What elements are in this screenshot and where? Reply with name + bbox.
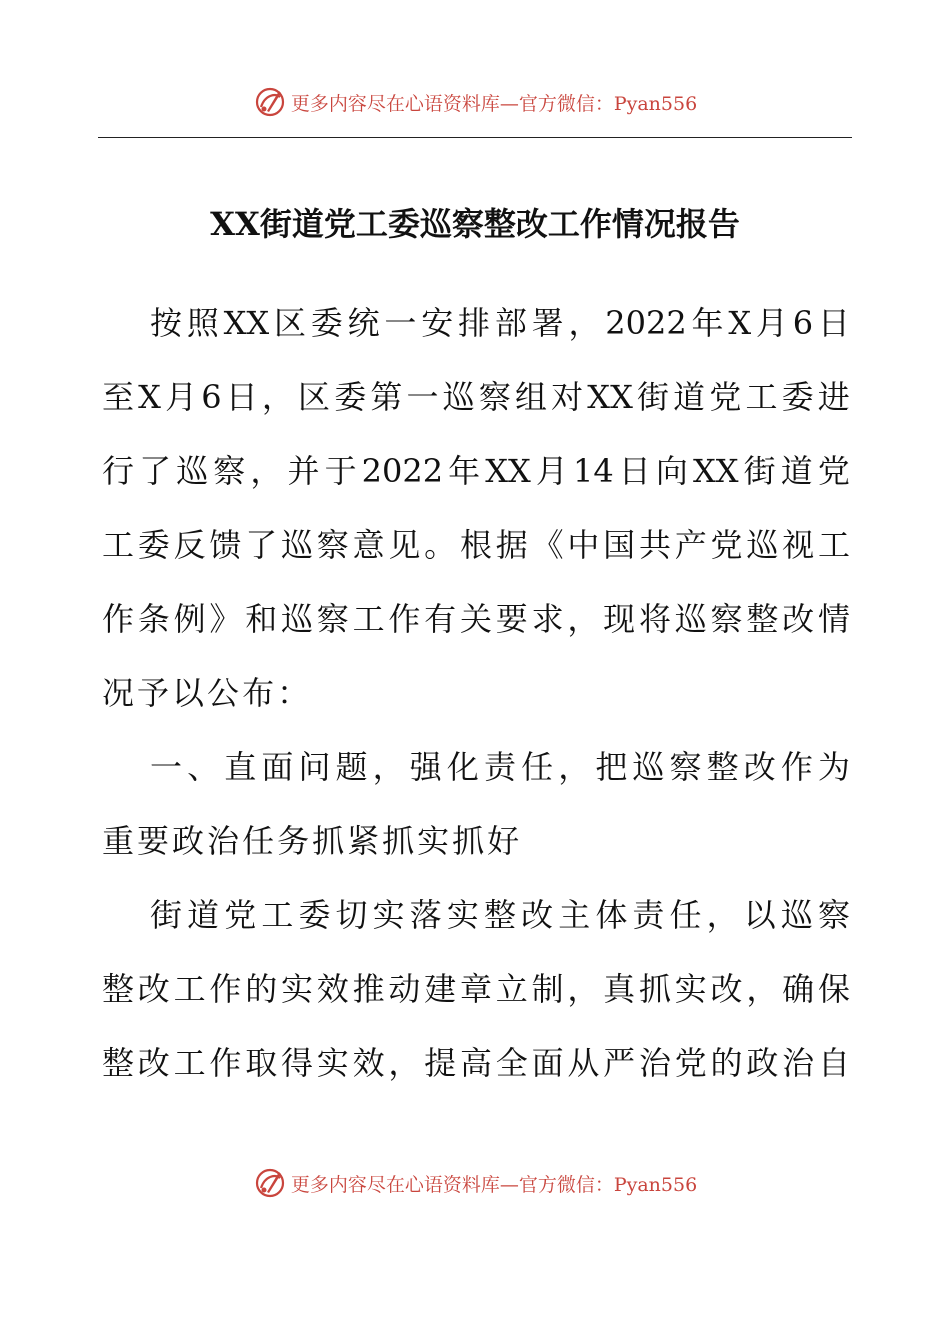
text-glyph: 2022 <box>361 452 444 490</box>
text-glyph: X <box>138 378 161 416</box>
text-glyph: 工 <box>261 896 294 934</box>
text-glyph: 真 <box>603 970 636 1008</box>
text-glyph: 巡 <box>280 526 313 564</box>
text-glyph: ， <box>261 378 294 416</box>
text-glyph: 月 <box>165 378 198 416</box>
text-glyph: 实 <box>417 822 453 860</box>
text-glyph: 严 <box>603 1044 636 1082</box>
pen-swirl-logo-icon <box>253 85 287 119</box>
text-glyph: 委 <box>334 378 367 416</box>
text-glyph: 治 <box>638 1044 671 1082</box>
text-glyph: 强 <box>409 748 442 786</box>
text-glyph: 中 <box>567 526 600 564</box>
text-glyph: 问 <box>298 748 331 786</box>
text-glyph: 一 <box>384 304 417 342</box>
text-glyph: 况 <box>102 674 138 712</box>
text-glyph: ， <box>250 452 283 490</box>
text-glyph: 政 <box>746 1044 779 1082</box>
text-glyph: 重 <box>102 822 138 860</box>
text-glyph: 日 <box>225 378 258 416</box>
text-glyph: 整 <box>102 970 135 1008</box>
text-glyph: 要 <box>495 600 528 638</box>
text-glyph: 见 <box>388 526 421 564</box>
text-glyph: 察 <box>478 378 511 416</box>
text-glyph: 从 <box>567 1044 600 1082</box>
text-glyph: 察 <box>316 600 349 638</box>
text-glyph: 工 <box>817 526 850 564</box>
text-glyph: 至 <box>102 378 135 416</box>
text-glyph: 年 <box>448 452 481 490</box>
text-glyph: 照 <box>186 304 219 342</box>
text-glyph: 馈 <box>209 526 242 564</box>
text-glyph: 党 <box>710 526 743 564</box>
text-glyph: 实 <box>674 970 707 1008</box>
text-glyph: 巡 <box>176 452 209 490</box>
text-glyph: 切 <box>335 896 368 934</box>
text-glyph: ， <box>558 748 591 786</box>
text-glyph: ， <box>372 748 405 786</box>
text-glyph: 改 <box>782 600 815 638</box>
text-glyph: 取 <box>245 1044 278 1082</box>
text-glyph: 区 <box>298 378 331 416</box>
text-glyph: 向 <box>655 452 688 490</box>
text-glyph: 整 <box>102 1044 135 1082</box>
text-glyph: 产 <box>674 526 707 564</box>
text-glyph: 关 <box>459 600 492 638</box>
text-glyph: XX <box>587 378 633 416</box>
text-glyph: 实 <box>372 896 405 934</box>
text-glyph: 署 <box>531 304 564 342</box>
text-glyph: 》 <box>209 600 242 638</box>
text-glyph: 2022 <box>605 304 687 342</box>
body-line <box>102 656 850 730</box>
text-glyph: 了 <box>245 526 278 564</box>
text-glyph: 国 <box>603 526 636 564</box>
text-glyph: 街 <box>743 452 776 490</box>
text-glyph: 道 <box>780 452 813 490</box>
text-glyph: 党 <box>709 378 742 416</box>
text-glyph: 安 <box>421 304 454 342</box>
text-glyph: 公 <box>207 674 243 712</box>
text-glyph: 察 <box>213 452 246 490</box>
text-glyph: 整 <box>746 600 779 638</box>
body-line <box>102 434 850 508</box>
text-glyph: 面 <box>261 748 294 786</box>
text-glyph: 任 <box>669 896 702 934</box>
text-glyph: 提 <box>424 1044 457 1082</box>
text-glyph: 确 <box>782 970 815 1008</box>
text-glyph: 对 <box>551 378 584 416</box>
text-glyph: 自 <box>817 1044 850 1082</box>
text-glyph: 街 <box>150 896 183 934</box>
text-glyph: 的 <box>710 1044 743 1082</box>
text-glyph: ， <box>567 600 600 638</box>
text-glyph: 日 <box>618 452 651 490</box>
text-glyph: 高 <box>459 1044 492 1082</box>
text-glyph: 组 <box>514 378 547 416</box>
text-glyph: XX <box>692 452 739 490</box>
text-glyph: 14 <box>573 452 614 490</box>
text-glyph: 据 <box>495 526 528 564</box>
text-glyph: 务 <box>277 822 313 860</box>
text-glyph: 统 <box>347 304 380 342</box>
header-banner <box>0 82 950 122</box>
header-banner-text: 更多内容尽在心语资料库—官方微信：Pyan556 <box>290 92 698 115</box>
header-divider <box>98 137 852 138</box>
text-glyph: 部 <box>494 304 527 342</box>
text-glyph: 工 <box>102 526 135 564</box>
text-glyph: 日 <box>817 304 850 342</box>
text-glyph: 年 <box>691 304 724 342</box>
text-glyph: 面 <box>531 1044 564 1082</box>
text-glyph: 制 <box>531 970 564 1008</box>
text-glyph: 实 <box>280 970 313 1008</box>
text-glyph: 党 <box>817 452 850 490</box>
text-glyph: 根 <box>459 526 492 564</box>
text-glyph: 体 <box>595 896 628 934</box>
text-glyph: 察 <box>710 600 743 638</box>
text-glyph: 区 <box>273 304 306 342</box>
text-glyph: 和 <box>245 600 278 638</box>
text-glyph: 党 <box>224 896 257 934</box>
body-line <box>102 1026 850 1100</box>
text-glyph: 共 <box>638 526 671 564</box>
text-glyph: 、 <box>187 748 220 786</box>
document-title: XX街道党工委巡察整改工作情况报告 <box>210 205 740 243</box>
text-glyph: 工 <box>173 970 206 1008</box>
text-glyph: 道 <box>187 896 220 934</box>
text-glyph: 巡 <box>442 378 475 416</box>
text-glyph: 改 <box>137 1044 170 1082</box>
text-glyph: ， <box>388 1044 421 1082</box>
text-glyph: 题 <box>335 748 368 786</box>
text-glyph: 任 <box>242 822 278 860</box>
body-line <box>102 952 850 1026</box>
text-glyph: 作 <box>209 970 242 1008</box>
text-glyph: 委 <box>781 378 814 416</box>
text-glyph: ， <box>568 304 601 342</box>
text-glyph: 作 <box>209 1044 242 1082</box>
body-line <box>102 286 850 360</box>
text-glyph: 得 <box>280 1044 313 1082</box>
text-glyph: 以 <box>172 674 208 712</box>
text-glyph: 效 <box>316 970 349 1008</box>
text-glyph: 实 <box>316 1044 349 1082</box>
text-glyph: 街 <box>637 378 670 416</box>
text-glyph: 委 <box>310 304 343 342</box>
text-glyph: 于 <box>324 452 357 490</box>
text-glyph: 治 <box>782 1044 815 1082</box>
body-line <box>102 360 850 434</box>
text-glyph: 工 <box>352 600 385 638</box>
text-glyph: 章 <box>459 970 492 1008</box>
text-glyph: 意 <box>352 526 385 564</box>
text-glyph: 工 <box>173 1044 206 1082</box>
text-glyph: 责 <box>632 896 665 934</box>
text-glyph: 排 <box>458 304 491 342</box>
text-glyph: 化 <box>446 748 479 786</box>
text-glyph: 抓 <box>638 970 671 1008</box>
footer-banner-text: 更多内容尽在心语资料库—官方微信：Pyan556 <box>290 1173 698 1196</box>
text-glyph: 紧 <box>347 822 383 860</box>
document-body <box>102 286 850 1100</box>
text-glyph: 政 <box>172 822 208 860</box>
text-glyph: 治 <box>207 822 243 860</box>
text-glyph: 按 <box>150 304 183 342</box>
text-glyph: 6 <box>201 378 222 416</box>
text-glyph: 任 <box>521 748 554 786</box>
text-glyph: 察 <box>669 748 702 786</box>
text-glyph: 改 <box>710 970 743 1008</box>
text-glyph: 例 <box>173 600 206 638</box>
text-glyph: 有 <box>424 600 457 638</box>
text-glyph: 把 <box>595 748 628 786</box>
text-glyph: 要 <box>137 822 173 860</box>
footer-banner <box>0 1163 950 1203</box>
text-glyph: 全 <box>495 1044 528 1082</box>
text-glyph: 保 <box>817 970 850 1008</box>
text-glyph: 予 <box>137 674 173 712</box>
text-glyph: 巡 <box>674 600 707 638</box>
text-glyph: 现 <box>603 600 636 638</box>
text-glyph: 巡 <box>780 896 813 934</box>
text-glyph: 整 <box>483 896 516 934</box>
text-glyph: 布 <box>242 674 278 712</box>
text-glyph: 条 <box>137 600 170 638</box>
text-glyph: 改 <box>743 748 776 786</box>
text-glyph: 立 <box>495 970 528 1008</box>
text-glyph: 了 <box>139 452 172 490</box>
body-line <box>102 878 850 952</box>
text-glyph: 《 <box>531 526 564 564</box>
section-heading-line <box>102 730 850 804</box>
text-glyph: 委 <box>137 526 170 564</box>
text-glyph: 第 <box>370 378 403 416</box>
text-glyph: ， <box>567 970 600 1008</box>
text-glyph: 。 <box>424 526 457 564</box>
text-glyph: XX <box>485 452 531 490</box>
pen-swirl-logo-icon <box>253 1166 287 1200</box>
text-glyph: 察 <box>817 896 850 934</box>
text-glyph: ， <box>746 970 779 1008</box>
text-glyph: 行 <box>102 452 135 490</box>
text-glyph: 党 <box>674 1044 707 1082</box>
text-glyph: 为 <box>817 748 850 786</box>
text-glyph: 并 <box>287 452 320 490</box>
text-glyph: 将 <box>638 600 671 638</box>
text-glyph: 责 <box>483 748 516 786</box>
text-glyph: 抓 <box>312 822 348 860</box>
text-glyph: X <box>728 304 752 342</box>
text-glyph: 巡 <box>746 526 779 564</box>
text-glyph: 以 <box>743 896 776 934</box>
text-glyph: 巡 <box>280 600 313 638</box>
text-glyph: 工 <box>745 378 778 416</box>
text-glyph: 求 <box>531 600 564 638</box>
section-heading-line <box>102 804 850 878</box>
text-glyph: 落 <box>409 896 442 934</box>
text-glyph: 建 <box>424 970 457 1008</box>
text-glyph: 6 <box>792 304 814 342</box>
text-glyph: 察 <box>316 526 349 564</box>
text-glyph: 直 <box>224 748 257 786</box>
text-glyph: ： <box>277 674 313 712</box>
text-glyph: 效 <box>352 1044 385 1082</box>
text-glyph: 视 <box>782 526 815 564</box>
text-glyph: 巡 <box>632 748 665 786</box>
text-glyph: 的 <box>245 970 278 1008</box>
text-glyph: 改 <box>137 970 170 1008</box>
text-glyph: 一 <box>150 748 183 786</box>
text-glyph: 道 <box>673 378 706 416</box>
text-glyph: XX <box>223 304 270 342</box>
text-glyph: 抓 <box>382 822 418 860</box>
text-glyph: 反 <box>173 526 206 564</box>
text-glyph: 整 <box>706 748 739 786</box>
text-glyph: 好 <box>487 822 523 860</box>
text-glyph: 改 <box>521 896 554 934</box>
text-glyph: 一 <box>406 378 439 416</box>
text-glyph: 作 <box>388 600 421 638</box>
text-glyph: 作 <box>780 748 813 786</box>
text-glyph: 月 <box>535 452 568 490</box>
text-glyph: 委 <box>298 896 331 934</box>
body-line <box>102 582 850 656</box>
body-line <box>102 508 850 582</box>
text-glyph: 作 <box>102 600 135 638</box>
text-glyph: 抓 <box>452 822 488 860</box>
text-glyph: 月 <box>755 304 788 342</box>
text-glyph: 动 <box>388 970 421 1008</box>
text-glyph: 进 <box>817 378 850 416</box>
text-glyph: ， <box>706 896 739 934</box>
text-glyph: 主 <box>558 896 591 934</box>
text-glyph: 实 <box>446 896 479 934</box>
text-glyph: 情 <box>817 600 850 638</box>
text-glyph: 推 <box>352 970 385 1008</box>
